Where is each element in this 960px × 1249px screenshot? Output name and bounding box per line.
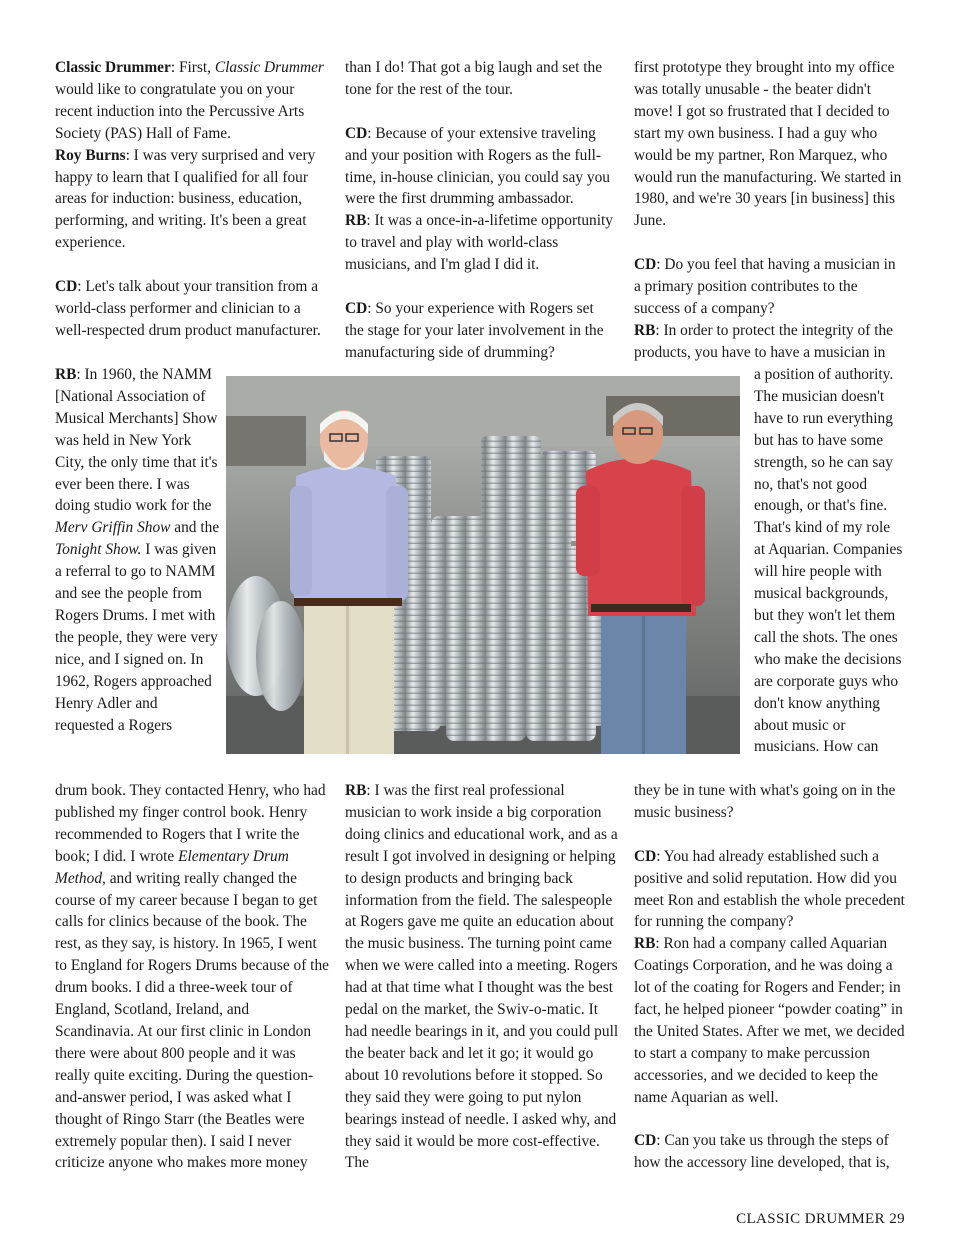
paragraph: a position of authority. The musician doesn't have to run everything but has to have some strength, so he can say no, that's not good enough, or that's fine. That's kind of my role at Aquarian. Companies will hire people with musical backgrounds, but they won't let them call the shots. The ones who make the decisions are corporate guys who don't know anything about music or musicians. How can <box>754 366 903 756</box>
paragraph: RB: In order to protect the integrity of the products, you have to have a musician in <box>634 321 894 361</box>
column-3-wrap <box>754 364 904 758</box>
paragraph: Roy Burns: I was very surprised and very happy to learn that I qualified for all four areas for induction: business, education, performing, and writing. It's been a great experience. <box>55 146 316 252</box>
column-3-top <box>634 57 906 364</box>
paragraph: CD: You had already established such a positive and solid reputation. How did you meet Ron and establish the whole precedent for running the company? <box>634 847 905 931</box>
paragraph: RB: In 1960, the NAMM [National Association of Musical Merchants] Show was held in New York City, the only time that it's ever been there. I was doing studio work for the Merv Griffin Show and the Tonight Show. I was given a referral to go to NAMM and see the people from Rogers Drums. I met with the people, they were very nice, and I signed on. In 1962, Rogers approached Henry Adler and requested a Rogers <box>55 366 220 734</box>
paragraph: CD: Because of your extensive traveling and your position with Rogers as the full-time, in-house clinician, you could say you were the first drumming ambassador. <box>345 124 611 208</box>
column-1-top <box>55 57 327 342</box>
paragraph: RB: Ron had a company called Aquarian Coatings Corporation, and he was doing a lot of the coating for Rogers and Fender; in fact, he helped pioneer “powder coating” in the United States. After we met, we decided to start a company to make percussion accessories, and we decided to keep the name Aquarian as well. <box>634 935 905 1106</box>
page-footer <box>736 1211 905 1228</box>
paragraph: than I do! That got a big laugh and set the tone for the rest of the tour. <box>345 59 603 98</box>
column-1-bottom <box>55 780 330 1174</box>
column-1-wrap <box>55 364 220 736</box>
paragraph: first prototype they brought into my office was totally unusable - the beater didn't move! I got so frustrated that I decided to start my own business. I had a guy who would be my partner, Ron Marquez, who would run the manufacturing. We started in 1980, and we're 30 years [in business] this June. <box>634 59 902 230</box>
photo-factory <box>226 376 740 754</box>
photo-illustration <box>226 376 740 754</box>
column-2-bottom <box>345 780 620 1174</box>
paragraph: CD: Let's talk about your transition from a world-class performer and clinician to a well-respected drum product manufacturer. <box>55 278 321 339</box>
column-2-top <box>345 57 615 364</box>
paragraph: they be in tune with what's going on in the music business? <box>634 782 896 821</box>
page-number: 29 <box>889 1211 905 1227</box>
paragraph: CD: So your experience with Rogers set the stage for your later involvement in the manufacturing side of drumming? <box>345 299 604 361</box>
column-3-bottom <box>634 780 909 1174</box>
paragraph: Classic Drummer: First, Classic Drummer would like to congratulate you on your recent induction into the Percussive Arts Society (PAS) Hall of Fame. <box>55 59 324 142</box>
paragraph: RB: It was a once-in-a-lifetime opportunity to travel and play with world-class musicians, and I'm glad I did it. <box>345 212 613 274</box>
paragraph: CD: Can you take us through the steps of how the accessory line developed, that is, <box>634 1132 890 1172</box>
paragraph: RB: I was the first real professional musician to work inside a big corporation doing clinics and educational work, and as a result I got involved in designing or helping to design products and bringing back information from the field. The salespeople at Rogers gave me quite an education about the music business. The turning point came when we were called into a meeting. Rogers had at that time what I thought was the best pedal on the market, the Swiv-o-matic. It had needle bearings in it, and you could pull the beater back and let it go; it would go about 10 revolutions before it stopped. So they said they were going to put nylon bearings instead of needle. I asked why, and they said it would be more cost-effective. The <box>345 782 619 1172</box>
paragraph: CD: Do you feel that having a musician in a primary position contributes to the success of a company? <box>634 256 896 317</box>
magazine-name: CLASSIC DRUMMER <box>736 1211 886 1227</box>
paragraph: drum book. They contacted Henry, who had published my finger control book. Henry recommended to Rogers that I write the book; I did. I wrote Elementary Drum Method, and writing really changed the course of my career because I began to get calls for clinics because of the book. The rest, as they say, is history. In 1965, I went to England for Rogers Drums because of the drum books. I did a three-week tour of England, Scotland, Ireland, and Scandinavia. At our first clinic in London there were about 800 people and it was really quite exciting. During the question-and-answer period, I was asked what I thought of Ringo Starr (the Beatles were extremely popular then). I said I never criticize anyone who makes more money <box>55 782 329 1172</box>
